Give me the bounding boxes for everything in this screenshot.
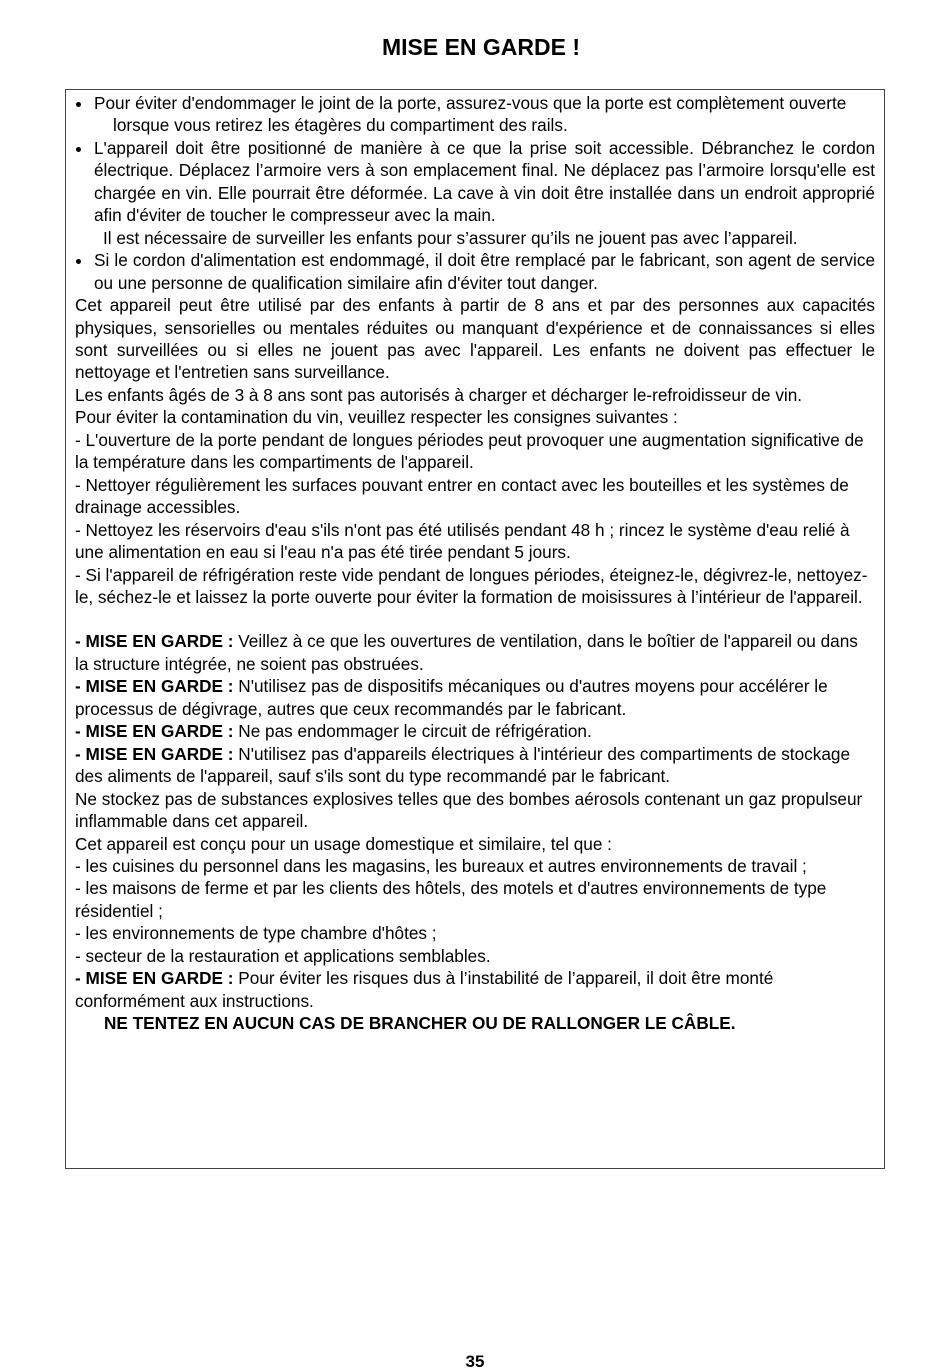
warning-electrical: [75, 743, 875, 788]
bullet-continuation: lorsque vous retirez les étagères du compartiment des rails.: [113, 115, 568, 136]
paragraph-usage-intro: Cet appareil est conçu pour un usage domestique et similaire, tel que :: [75, 833, 612, 854]
paragraph-explosives: Ne stockez pas de substances explosives telles que des bombes aérosols contenant un gaz propulseur inflammable dans cet appareil.: [75, 788, 863, 832]
paragraph-children-usage: Cet appareil peut être utilisé par des enfants à partir de 8 ans et par des personnes aux capacités physiques, sensorielles ou mentales réduites ou manquant d'expérience et de connaissances si elles sont surveillées ou si elles ne jouent pas avec l'appareil. Les enfants ne doivent pas effectuer le nettoyage et l'entretien sans surveillance.: [75, 295, 875, 383]
spacer: [75, 608, 875, 630]
warning-defrost: [75, 675, 875, 720]
list-item: - L'ouverture de la porte pendant de longues périodes peut provoquer une augmentation significative de la température dans les compartiments de l'appareil.: [75, 429, 864, 473]
bullet-text: Si le cordon d'alimentation est endommagé, il doit être remplacé par le fabricant, son agent de service ou une personne de qualification similaire afin d'éviter tout danger.: [94, 250, 875, 293]
page-number: 35: [465, 1352, 485, 1371]
bullet-item-positioning: [75, 137, 875, 227]
warning-ventilation: [75, 630, 875, 675]
bullet-text: L'appareil doit être positionné de manière à ce que la prise soit accessible. Débranchez le cordon électrique. Déplacez l’armoire vers à son emplacement final. Ne déplacez pas l’armoire lorsqu'elle est chargée en vin. Elle pourrait être déformée. La cave à vin doit être installée dans un endroit approprié afin d'éviter de toucher le compresseur avec la main.: [94, 137, 875, 226]
warning-label: - MISE EN GARDE :: [75, 721, 234, 742]
list-item: - les environnements de type chambre d'hôtes ;: [75, 923, 437, 944]
list-item: - les cuisines du personnel dans les magasins, les bureaux et autres environnements de travail ;: [75, 855, 807, 876]
list-item: - Nettoyez les réservoirs d'eau s'ils n'ont pas été utilisés pendant 48 h ; rincez le système d'eau relié à une alimentation en eau si l'eau n'a pas été tirée pendant 5 jours.: [75, 519, 850, 563]
list-item: - les maisons de ferme et par les clients des hôtels, des motels et d'autres environnements de type résidentiel ;: [75, 878, 827, 921]
warning-content: [75, 92, 875, 1035]
final-warning: NE TENTEZ EN AUCUN CAS DE BRANCHER OU DE RALLONGER LE CÂBLE.: [104, 1013, 736, 1034]
warning-text: Veillez à ce que les ouvertures de ventilation, dans le boîtier de l'appareil ou dans la structure intégrée, ne soient pas obstruées.: [75, 631, 858, 674]
warning-label: - MISE EN GARDE :: [75, 743, 234, 764]
warning-text: Pour éviter les risques dus à l’instabilité de l’appareil, il doit être monté conformément aux instructions.: [75, 968, 774, 1011]
warning-circuit: [75, 720, 875, 742]
warning-text: Ne pas endommager le circuit de réfrigération.: [238, 721, 592, 742]
bullet-item-door: [75, 92, 875, 114]
page-title: MISE EN GARDE !: [381, 34, 581, 60]
list-item: - Si l'appareil de réfrigération reste vide pendant de longues périodes, éteignez-le, dégivrez-le, nettoyez-le, séchez-le et laissez la porte ouverte pour éviter la formation de moisissures à l’intérieur de l'appareil.: [75, 564, 868, 607]
bullet-item-power-cord: [75, 249, 875, 294]
warning-text: N'utilisez pas de dispositifs mécaniques ou d'autres moyens pour accélérer le processus de dégivrage, autres que ceux recommandés par le fabricant.: [75, 676, 828, 719]
warning-text: N'utilisez pas d'appareils électriques à l'intérieur des compartiments de stockage des aliments de l'appareil, sauf s'ils sont du type recommandé par le fabricant.: [75, 743, 851, 787]
paragraph-age-restriction: Les enfants âgés de 3 à 8 ans sont pas autorisés à charger et décharger le-refroidisseur de vin.: [75, 384, 803, 405]
list-item: - Nettoyer régulièrement les surfaces pouvant entrer en contact avec les bouteilles et les systèmes de drainage accessibles.: [75, 474, 849, 518]
warning-label: - MISE EN GARDE :: [75, 968, 234, 989]
warning-stability: [75, 967, 875, 1012]
warning-label: - MISE EN GARDE :: [75, 631, 234, 652]
warning-label: - MISE EN GARDE :: [75, 676, 234, 697]
bullet-text: Pour éviter d'endommager le joint de la porte, assurez-vous que la porte est complètement ouverte: [94, 93, 847, 113]
paragraph-contamination-intro: Pour éviter la contamination du vin, veuillez respecter les consignes suivantes :: [75, 407, 678, 428]
list-item: - secteur de la restauration et applications semblables.: [75, 945, 491, 966]
children-supervision-text: Il est nécessaire de surveiller les enfants pour s’assurer qu’ils ne jouent pas avec l’appareil.: [103, 227, 798, 248]
